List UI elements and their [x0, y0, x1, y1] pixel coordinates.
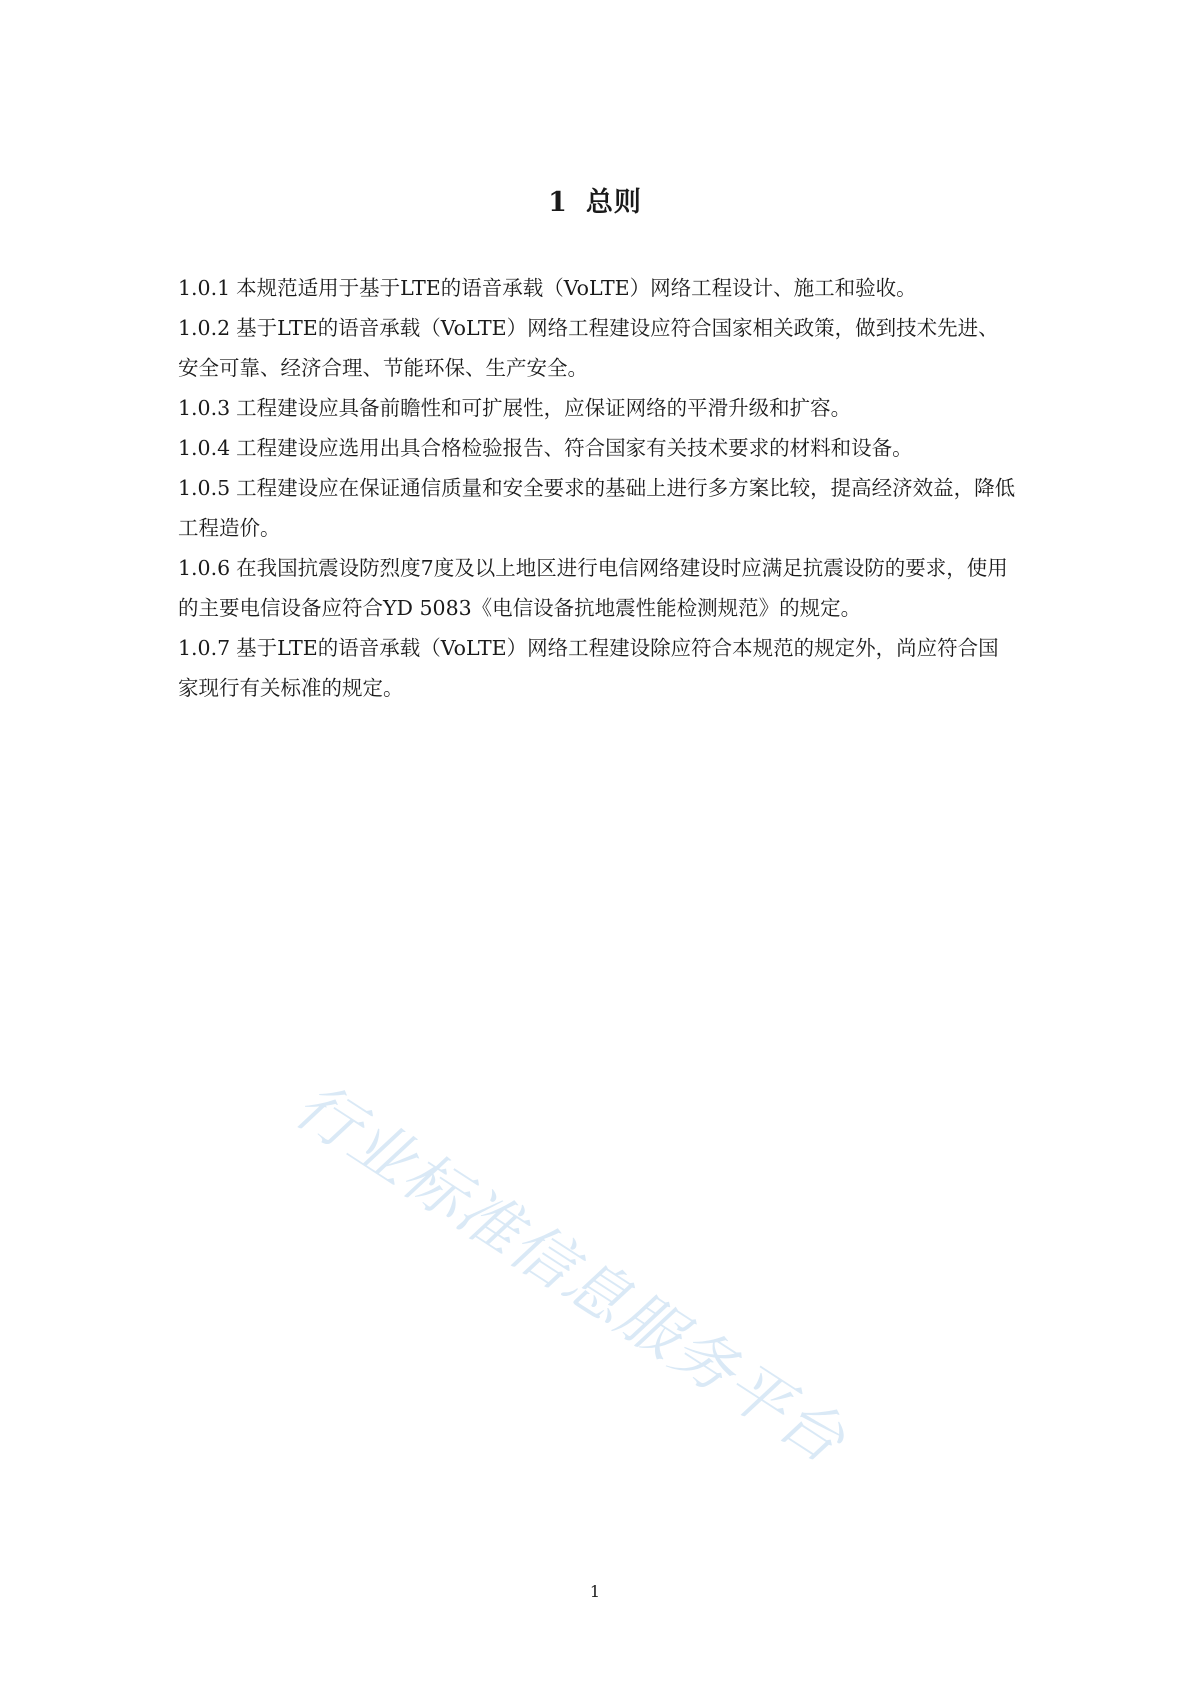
clause-number: 1.0.3 [178, 396, 231, 420]
clause-1-0-4 [178, 428, 1018, 468]
clause-text: 基于LTE的语音承载（VoLTE）网络工程建设除应符合本规范的规定外，尚应符合国家现行有关标准的规定。 [178, 636, 999, 700]
clause-text: 工程建设应选用出具合格检验报告、符合国家有关技术要求的材料和设备。 [236, 436, 913, 460]
clause-text: 工程建设应在保证通信质量和安全要求的基础上进行多方案比较，提高经济效益，降低工程造价。 [178, 476, 1016, 540]
clause-number: 1.0.1 [178, 276, 231, 300]
clause-text: 在我国抗震设防烈度7度及以上地区进行电信网络建设时应满足抗震设防的要求，使用的主要电信设备应符合YD 5083《电信设备抗地震性能检测规范》的规定。 [178, 556, 1008, 620]
chapter-title [0, 180, 1190, 219]
clause-number: 1.0.2 [178, 316, 231, 340]
clause-1-0-1 [178, 268, 1018, 308]
clause-list [178, 268, 1018, 708]
clause-1-0-5 [178, 468, 1018, 548]
clause-number: 1.0.7 [178, 636, 231, 660]
chapter-number: 1 [548, 187, 568, 218]
clause-number: 1.0.5 [178, 476, 231, 500]
watermark: 行业标准信息服务平台 [282, 1068, 859, 1478]
clause-1-0-7 [178, 628, 1018, 708]
clause-text: 工程建设应具备前瞻性和可扩展性，应保证网络的平滑升级和扩容。 [236, 396, 852, 420]
clause-1-0-2 [178, 308, 1018, 388]
chapter-title-text: 总则 [585, 187, 642, 218]
clause-1-0-6 [178, 548, 1018, 628]
clause-text: 基于LTE的语音承载（VoLTE）网络工程建设应符合国家相关政策，做到技术先进、安全可靠、经济合理、节能环保、生产安全。 [178, 316, 999, 380]
clause-number: 1.0.6 [178, 556, 231, 580]
clause-number: 1.0.4 [178, 436, 231, 460]
clause-1-0-3 [178, 388, 1018, 428]
clause-text: 本规范适用于基于LTE的语音承载（VoLTE）网络工程设计、施工和验收。 [236, 276, 917, 300]
page-number: 1 [589, 1582, 601, 1601]
